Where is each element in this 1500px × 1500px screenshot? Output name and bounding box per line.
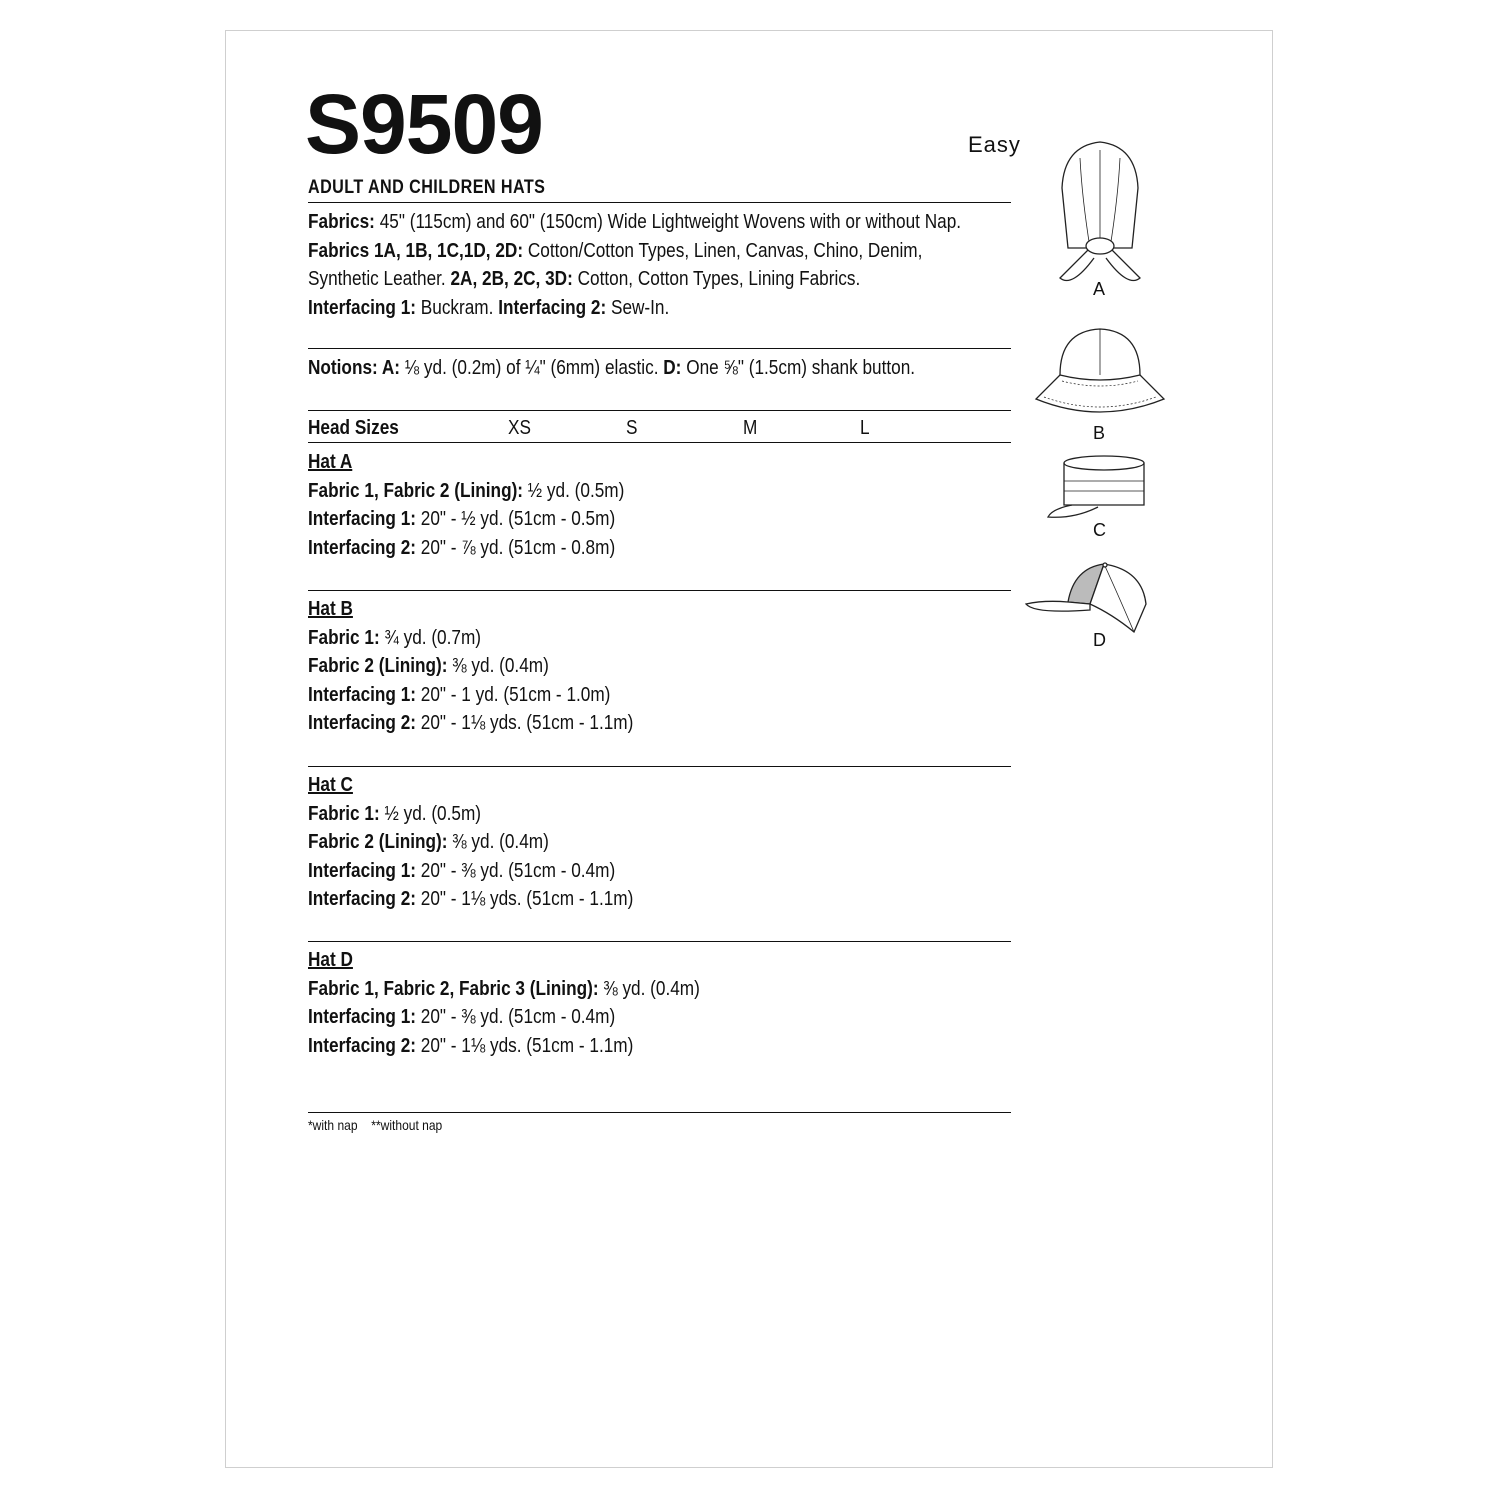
hat-b-row-1 [308, 624, 979, 653]
hat-d-row-1-value: ⅜ yd. (0.4m) [598, 977, 700, 1000]
hat-a-row-3-label: Interfacing 2: [308, 536, 416, 559]
interfacing-1-text: Buckram. [415, 296, 499, 319]
fabrics-line-2 [308, 237, 979, 266]
hat-a-row-3 [308, 534, 979, 563]
hat-b-illustration [1032, 325, 1168, 420]
hat-b-row-2 [308, 652, 979, 681]
hat-d-heading: Hat D [308, 949, 353, 971]
rule-title [308, 202, 1011, 203]
notions-label: Notions: A: [308, 357, 401, 379]
hat-c-row-4-label: Interfacing 2: [308, 888, 416, 911]
notions-label-d: D: [663, 357, 682, 379]
footnote [308, 1117, 456, 1133]
hat-a-row-2-value: 20" - ½ yd. (51cm - 0.5m) [415, 508, 616, 531]
notions-text-d: One ⅝" (1.5cm) shank button. [681, 357, 916, 379]
fabrics-line-3 [308, 265, 979, 294]
interfacing-2-text: Sew-In. [606, 296, 670, 319]
hat-a-illustration [1050, 138, 1150, 288]
hat-c-row-3 [308, 857, 979, 886]
hat-c-row-3-value: 20" - ⅜ yd. (51cm - 0.4m) [415, 859, 616, 882]
notions-block [308, 354, 979, 383]
hat-a-row-1-label: Fabric 1, Fabric 2 (Lining): [308, 479, 524, 502]
hat-d-row-3-value: 20" - 1⅛ yds. (51cm - 1.1m) [415, 1034, 634, 1057]
hat-b-section [308, 595, 979, 738]
rule-sizes-top [308, 410, 1011, 411]
fabrics-cont-text: Synthetic Leather. [308, 268, 451, 291]
hat-c-row-4-value: 20" - 1⅛ yds. (51cm - 1.1m) [415, 888, 634, 911]
fabrics-line-4 [308, 294, 979, 323]
hat-d-illustration [1024, 560, 1150, 638]
size-s: S [626, 417, 638, 439]
pattern-title: ADULT AND CHILDREN HATS [308, 177, 546, 198]
hat-b-row-1-label: Fabric 1: [308, 626, 380, 649]
footnote-with-nap: *with nap [308, 1117, 358, 1133]
fabrics-1-label: Fabrics 1A, 1B, 1C,1D, 2D: [308, 239, 524, 262]
difficulty-level: Easy [968, 132, 1021, 157]
interfacing-2-label: Interfacing 2: [498, 296, 607, 319]
hat-b-row-3-label: Interfacing 1: [308, 683, 416, 706]
size-xs: XS [508, 417, 531, 439]
notions-text-a: ⅛ yd. (0.2m) of ¼" (6mm) elastic. [400, 357, 664, 379]
hat-a-row-1 [308, 477, 979, 506]
hat-b-row-3-value: 20" - 1 yd. (51cm - 1.0m) [415, 683, 611, 706]
notions-line [308, 354, 979, 383]
head-sizes-label: Head Sizes [308, 417, 399, 439]
fabrics-2-label: 2A, 2B, 2C, 3D: [450, 268, 573, 291]
hat-c-row-1-value: ½ yd. (0.5m) [379, 802, 482, 825]
hat-d-row-1 [308, 975, 979, 1004]
rule-footnote [308, 1112, 1011, 1113]
hat-d-row-1-label: Fabric 1, Fabric 2, Fabric 3 (Lining): [308, 977, 599, 1000]
fabrics-block [308, 208, 979, 322]
hat-d-row-2-value: 20" - ⅜ yd. (51cm - 0.4m) [415, 1006, 616, 1029]
hat-b-row-2-value: ⅜ yd. (0.4m) [447, 655, 549, 678]
fabrics-2-text: Cotton, Cotton Types, Lining Fabrics. [572, 268, 861, 291]
pattern-number: S9509 [305, 77, 543, 171]
hat-b-row-4 [308, 709, 979, 738]
rule-sizes-bottom [308, 442, 1011, 443]
view-label-c: C [1093, 520, 1106, 540]
view-label-b: B [1093, 423, 1106, 443]
hat-d-row-3 [308, 1032, 979, 1061]
hat-b-row-4-value: 20" - 1⅛ yds. (51cm - 1.1m) [415, 712, 634, 735]
hat-c-row-2-value: ⅜ yd. (0.4m) [447, 831, 549, 854]
view-label-a: A [1093, 279, 1106, 299]
fabrics-line-1 [308, 208, 979, 237]
footnote-without-nap: **without nap [371, 1117, 443, 1133]
hat-c-illustration [1044, 453, 1150, 523]
fabrics-text: 45" (115cm) and 60" (150cm) Wide Lightweight Wovens with or without Nap. [374, 211, 962, 233]
hat-a-row-3-value: 20" - ⅞ yd. (51cm - 0.8m) [415, 536, 616, 559]
hat-c-row-2 [308, 828, 979, 857]
rule-hat-d [308, 941, 1011, 942]
head-sizes-row [308, 417, 1011, 443]
fabrics-label: Fabrics: [308, 211, 375, 233]
hat-a-section [308, 448, 979, 562]
hat-b-row-4-label: Interfacing 2: [308, 712, 416, 735]
rule-notions [308, 348, 1011, 349]
hat-b-row-1-value: ¾ yd. (0.7m) [379, 626, 482, 649]
rule-hat-c [308, 766, 1011, 767]
hat-a-heading: Hat A [308, 451, 353, 473]
hat-d-row-2-label: Interfacing 1: [308, 1006, 416, 1029]
hat-b-row-3 [308, 681, 979, 710]
rule-hat-b [308, 590, 1011, 591]
hat-d-section [308, 946, 979, 1060]
hat-d-row-2 [308, 1003, 979, 1032]
hat-c-section [308, 771, 979, 914]
size-l: L [860, 417, 870, 439]
hat-b-row-2-label: Fabric 2 (Lining): [308, 655, 448, 678]
hat-c-row-4 [308, 885, 979, 914]
hat-a-row-1-value: ½ yd. (0.5m) [523, 479, 625, 502]
hat-c-heading: Hat C [308, 774, 353, 796]
hat-c-row-2-label: Fabric 2 (Lining): [308, 831, 448, 854]
interfacing-1-label: Interfacing 1: [308, 296, 416, 319]
size-m: M [743, 417, 758, 439]
hat-c-row-1 [308, 800, 979, 829]
hat-b-heading: Hat B [308, 598, 353, 620]
hat-d-row-3-label: Interfacing 2: [308, 1034, 416, 1057]
fabrics-1-text: Cotton/Cotton Types, Linen, Canvas, Chino, Denim, [523, 239, 923, 262]
view-label-d: D [1093, 630, 1106, 650]
hat-a-row-2-label: Interfacing 1: [308, 508, 416, 531]
hat-c-row-1-label: Fabric 1: [308, 802, 380, 825]
hat-a-row-2 [308, 505, 979, 534]
hat-c-row-3-label: Interfacing 1: [308, 859, 416, 882]
